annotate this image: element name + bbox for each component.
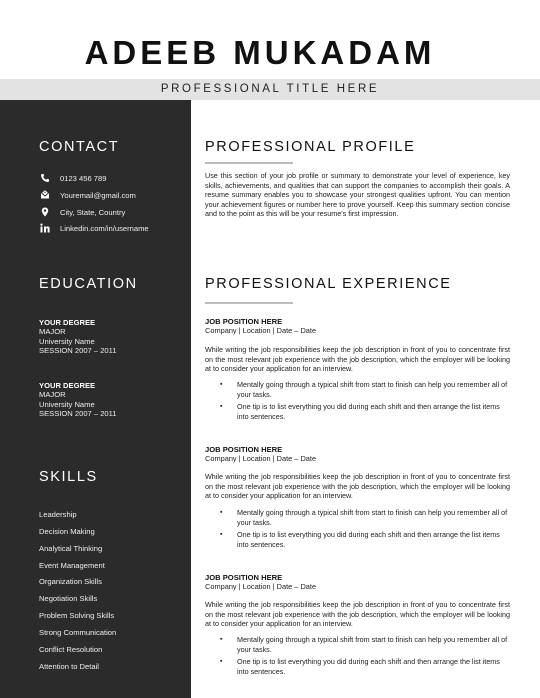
list-item: ▪ One tip is to list everything you did during each shift and then arrange the list items into sentences. bbox=[220, 657, 512, 676]
skills-heading: SKILLS bbox=[39, 469, 98, 485]
education-heading: EDUCATION bbox=[39, 276, 138, 292]
job-description: While writing the job responsibilities keep the job description in front of you to concentrate first on the most relevant job experience with the job description, which the employer will be looking at to consider your application for an interview. bbox=[205, 345, 510, 373]
degree-name: YOUR DEGREE bbox=[39, 318, 96, 327]
contact-email bbox=[39, 188, 136, 202]
contact-phone-text: 0123 456 789 bbox=[60, 173, 107, 183]
skill-item: Event Management bbox=[39, 561, 105, 570]
profile-summary: Use this section of your job profile or summary to demonstrate your level of experience, key skills, achievements, and qualities that can support the companies to accomplish their goals. A resume summary enables you to showcase your strongest qualities upfront. You can mention your achievement figures or number here to prove yourself. Keep this summary section concise and to the point as this will be your resume's first impression. bbox=[205, 171, 510, 218]
skill-item: Conflict Resolution bbox=[39, 645, 103, 654]
candidate-name: ADEEB MUKADAM bbox=[84, 34, 436, 71]
job-subtitle: Company | Location | Date – Date bbox=[205, 454, 317, 463]
contact-phone bbox=[39, 171, 106, 185]
profile-heading: PROFESSIONAL PROFILE bbox=[205, 139, 416, 155]
email-icon bbox=[39, 190, 50, 201]
degree-major: MAJOR bbox=[39, 390, 66, 400]
job-title: JOB POSITION HERE bbox=[205, 445, 283, 454]
contact-email-text: Youremail@gmail.com bbox=[60, 190, 136, 200]
location-icon bbox=[39, 207, 50, 218]
phone-icon bbox=[39, 173, 50, 184]
job-bullets bbox=[220, 508, 512, 552]
education-entry bbox=[39, 381, 117, 419]
contact-location bbox=[39, 205, 125, 219]
education-entry bbox=[39, 318, 117, 356]
contact-heading: CONTACT bbox=[39, 139, 120, 155]
experience-heading: PROFESSIONAL EXPERIENCE bbox=[205, 276, 452, 292]
list-item: ▪ One tip is to list everything you did during each shift and then arrange the list items into sentences. bbox=[220, 402, 512, 421]
job-title: JOB POSITION HERE bbox=[205, 573, 283, 582]
sidebar bbox=[0, 100, 191, 698]
heading-divider bbox=[205, 162, 293, 164]
linkedin-icon bbox=[39, 223, 50, 234]
skill-item: Negotiation Skills bbox=[39, 594, 98, 603]
degree-name: YOUR DEGREE bbox=[39, 381, 96, 390]
skill-item: Attention to Detail bbox=[39, 662, 99, 671]
job-title: JOB POSITION HERE bbox=[205, 317, 283, 326]
list-item: ▪ One tip is to list everything you did during each shift and then arrange the list items into sentences. bbox=[220, 530, 512, 549]
university-name: University Name bbox=[39, 399, 95, 409]
degree-major: MAJOR bbox=[39, 327, 66, 337]
skill-item: Analytical Thinking bbox=[39, 544, 103, 553]
professional-title: PROFESSIONAL TITLE HERE bbox=[0, 79, 540, 100]
job-bullets bbox=[220, 635, 512, 679]
skill-item: Organization Skills bbox=[39, 577, 102, 586]
education-session: SESSION 2007 – 2011 bbox=[39, 346, 117, 356]
list-item: ▪ Mentally going through a typical shift from start to finish can help you remember all of your tasks. bbox=[220, 508, 512, 527]
job-subtitle: Company | Location | Date – Date bbox=[205, 326, 317, 335]
skill-item: Leadership bbox=[39, 510, 77, 519]
contact-linkedin-text: Linkedin.com/in/username bbox=[60, 223, 149, 233]
job-description: While writing the job responsibilities keep the job description in front of you to concentrate first on the most relevant job experience with the job description, which the employer will be looking at to consider your application for an interview. bbox=[205, 600, 510, 628]
list-item: ▪ Mentally going through a typical shift from start to finish can help you remember all of your tasks. bbox=[220, 380, 512, 399]
contact-location-text: City, State, Country bbox=[60, 207, 126, 217]
university-name: University Name bbox=[39, 336, 95, 346]
job-description: While writing the job responsibilities keep the job description in front of you to concentrate first on the most relevant job experience with the job description, which the employer will be looking at to consider your application for an interview. bbox=[205, 472, 510, 500]
education-session: SESSION 2007 – 2011 bbox=[39, 409, 117, 419]
skill-item: Problem Solving Skills bbox=[39, 611, 115, 620]
job-bullets bbox=[220, 380, 512, 424]
skill-item: Decision Making bbox=[39, 527, 95, 536]
skill-item: Strong Communication bbox=[39, 628, 117, 637]
contact-linkedin bbox=[39, 221, 149, 235]
job-subtitle: Company | Location | Date – Date bbox=[205, 582, 317, 591]
heading-divider bbox=[205, 302, 293, 304]
list-item: ▪ Mentally going through a typical shift from start to finish can help you remember all of your tasks. bbox=[220, 635, 512, 654]
